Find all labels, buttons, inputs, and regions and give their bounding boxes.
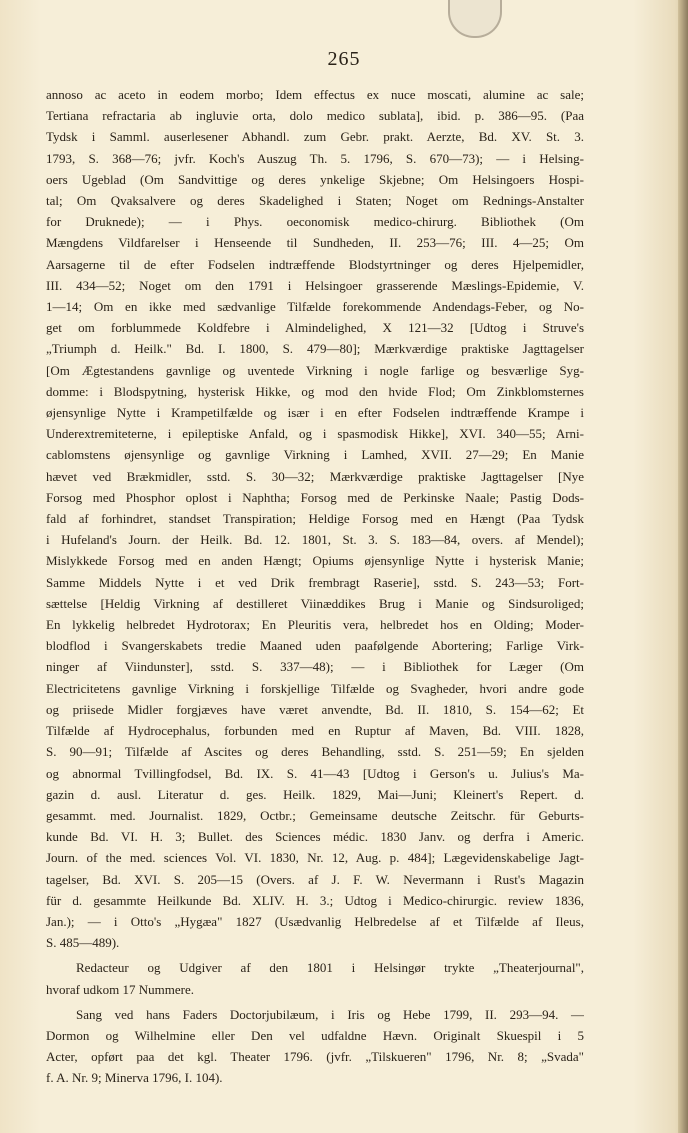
text-line: Journ. of the med. sciences Vol. VI. 1830, Nr. 12, Aug. p. 484]; Lægevidenskabelige Jagt- (46, 850, 584, 866)
text-line: Dormon og Wilhelmine eller Den vel udfaldne Hævn. Originalt Skuespil i 5 (46, 1027, 584, 1043)
text-body (46, 84, 584, 1089)
text-line: domme: i Blodspytning, hysterisk Hikke, og mod den hvide Flod; Om Zinkblomsternes (46, 383, 584, 399)
text-line: En lykkelig helbredet Hydrotorax; En Pleuritis vera, helbredet hos en Olding; Moder- (46, 617, 584, 633)
text-line: sættelse [Heldig Virkning af destilleret Viinæddikes Brug i Manie og Sindsuroliged; (46, 595, 584, 611)
text-line: blodflod i Svangerskabets tredie Maaned uden paafølgende Abortering; Farlige Virk- (46, 638, 584, 654)
text-line: og abnormal Tvillingfodsel, Bd. IX. S. 41—43 [Udtog i Gerson's u. Julius's Ma- (46, 765, 584, 781)
text-line: gesammt. med. Journalist. 1829, Octbr.; Gemeinsame deutsche Zeitschr. für Geburts- (46, 807, 584, 823)
text-line: Sang ved hans Faders Doctorjubilæum, i Iris og Hebe 1799, II. 293—94. — (76, 1006, 584, 1022)
text-line: Mængdens Vildfarelser i Henseende til Sundheden, II. 253—76; III. 4—25; Om (46, 235, 584, 251)
text-line: Tertiana refractaria ab ingluvie orta, dolo medico sublata], ibid. p. 386—95. (Paa (46, 108, 584, 124)
text-line: tal; Om Qvaksalvere og deres Skadelighed i Staten; Noget om Rednings-Anstalter (46, 193, 584, 209)
text-line: get om forblummede Koldfebre i Almindelighed, X 121—32 [Udtog i Struve's (46, 320, 584, 336)
text-line: kunde Bd. VI. H. 3; Bullet. des Sciences médic. 1830 Janv. og derfra i Americ. (46, 829, 584, 845)
text-line: Electricitetens gavnlige Virkning i forskjellige Tilfælde og Svagheder, hvori andre gode (46, 680, 584, 696)
text-line: Samme Middels Nytte i et ved Drik frembragt Raserie], sstd. S. 243—53; Fort- (46, 574, 584, 590)
text-line: Underextremiteterne, i epileptiske Anfald, og i spasmodisk Hikke], XVI. 340—55; Arni- (46, 426, 584, 442)
text-line: „Triumph d. Heilk." Bd. I. 1800, S. 479—80]; Mærkværdige praktiske Jagttagelser (46, 341, 584, 357)
text-line: ninger af Viindunster], sstd. S. 337—48); — i Bibliothek for Læger (Om (46, 659, 584, 675)
text-line: f. A. Nr. 9; Minerva 1796, I. 104). (46, 1070, 223, 1086)
paragraph (46, 84, 584, 953)
text-line: hvoraf udkom 17 Nummere. (46, 981, 195, 997)
text-line: hævet ved Brækmidler, sstd. S. 30—32; Mærkværdige praktiske Jagttagelser [Nye (46, 468, 584, 484)
text-line: Mislykkede Forsog med en anden Hængt; Opiums øjensynlige Nytte i hysterisk Manie; (46, 553, 584, 569)
text-line: Acter, opført paa det kgl. Theater 1796. (jvfr. „Tilskueren" 1796, Nr. 8; „Svada" (46, 1049, 584, 1065)
text-line: III. 434—52; Noget om den 1791 i Helsingoer grasserende Mæslings-Epidemie, V. (46, 277, 584, 293)
text-line: øjensynlige Nytte i Krampetilfælde og især i en efter Fodselen indtræffende Krampe i (46, 405, 584, 421)
text-line: gazin d. ausl. Literatur d. ges. Heilk. 1829, Mai—Juni; Kleinert's Repert. d. (46, 786, 584, 802)
text-line: Jan.); — i Otto's „Hygæa" 1827 (Usædvanlig Helbredelse af et Tilfælde af Ileus, (46, 913, 584, 929)
text-line: annoso ac aceto in eodem morbo; Idem effectus ex nuce moscati, alumine ac sale; (46, 87, 584, 102)
text-line: für d. gesammte Heilkunde Bd. XLIV. H. 3.; Udtog i Medico-chirurgic. review 1836, (46, 892, 584, 908)
text-line: Aarsagerne til de efter Fodselen indtræffende Blodstyrtninger og deres Hjelpemidler, (46, 256, 584, 272)
text-line: Tilfælde af Hydrocephalus, forbunden med en Ruptur af Maven, Bd. VIII. 1828, (46, 723, 584, 739)
page-tab-marker (448, 0, 502, 38)
text-line: for Druknede); — i Phys. oeconomisk medico-chirurg. Bibliothek (Om (46, 214, 584, 230)
page-number: 265 (327, 48, 361, 70)
text-line: [Om Ægtestandens gavnlige og uventede Virkning i nogle farlige og besværlige Syg- (46, 362, 584, 378)
page-edge-shadow (678, 0, 688, 1133)
paragraph (46, 1004, 584, 1089)
text-line: i Hufeland's Journ. der Heilk. Bd. 12. 1801, St. 3. S. 183—84, overs. af Mendel); (46, 532, 584, 548)
paragraph (46, 957, 584, 999)
text-line: tagelser, Bd. XVI. S. 205—15 (Overs. af J. F. W. Nevermann i Rust's Magazin (46, 871, 584, 887)
text-line: og priisede Midler forgjæves have været anvendte, Bd. II. 1810, S. 154—62; Et (46, 701, 584, 717)
text-line: Tydsk i Samml. auserlesener Abhandl. zum Gebr. prakt. Aerzte, Bd. XV. St. 3. (46, 129, 584, 145)
text-line: oers Ugeblad (Om Sandvittige og deres ynkelige Skjebne; Om Helsingoers Hospi- (46, 171, 584, 187)
text-line: Redacteur og Udgiver af den 1801 i Helsingør trykte „Theaterjournal", (76, 960, 584, 976)
text-line: S. 485—489). (46, 935, 120, 951)
text-line: S. 90—91; Tilfælde af Ascites og deres Behandling, sstd. S. 251—59; En sjelden (46, 744, 584, 760)
text-line: Forsog med Phosphor oplost i Naphtha; Forsog med de Perkinske Naale; Pastig Dods- (46, 489, 584, 505)
text-line: cablomstens øjensynlige og gavnlige Virkning i Lamhed, XVII. 27—29; En Manie (46, 447, 584, 463)
text-line: 1793, S. 368—76; jvfr. Koch's Auszug Th. 5. 1796, S. 670—73); — i Helsing- (46, 150, 584, 166)
text-line: 1—14; Om en ikke med sædvanlige Tilfælde forekommende Andendags-Feber, og No- (46, 299, 584, 315)
text-line: fald af forhindret, standset Transpiration; Heldige Forsog med en Hængt (Paa Tydsk (46, 511, 584, 527)
